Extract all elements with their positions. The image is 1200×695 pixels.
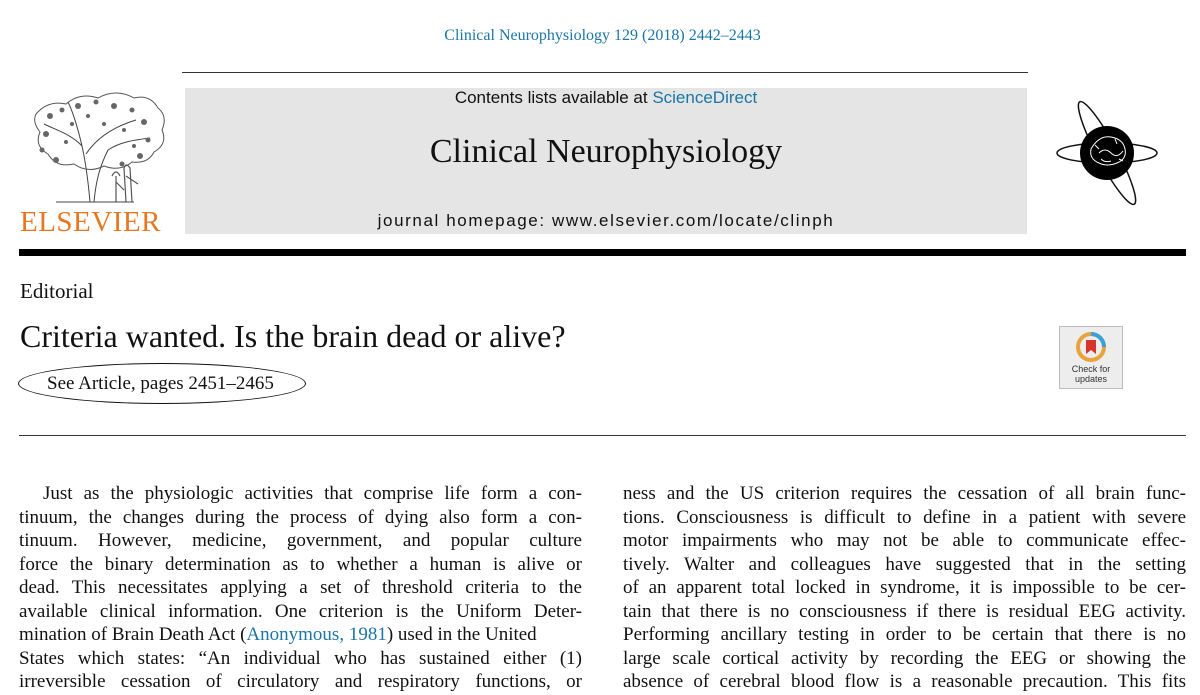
text-line: absence of cerebral blood flow is a reasonable precaution. This fits [623, 671, 1186, 692]
text-line: Just as the physiologic activities that comprise life form a con- [43, 483, 582, 504]
see-article-link[interactable] [18, 363, 306, 404]
text-line: ness and the US criterion requires the cessation of all brain func- [623, 483, 1186, 504]
text-line: States which states: “An individual who has sustained either (1) [19, 647, 582, 669]
reference-link[interactable]: Anonymous, 1981 [246, 624, 387, 645]
clinph-journal-logo [1055, 93, 1159, 213]
header-thick-rule [19, 249, 1186, 256]
check-for-updates-label [1060, 364, 1122, 384]
journal-header-box [185, 88, 1027, 234]
section-rule [19, 435, 1186, 436]
text-line-with-citation [19, 623, 582, 647]
journal-citation[interactable]: Clinical Neurophysiology 129 (2018) 2442–2443 [444, 27, 761, 44]
crossmark-icon [1076, 332, 1106, 362]
contents-prefix: Contents lists available at [454, 88, 653, 107]
check-for-updates-badge[interactable] [1059, 326, 1123, 389]
badge-label-line1: Check for [1071, 364, 1111, 374]
text-line: motor impairments who may not be able to communicate effec- [623, 530, 1186, 551]
article-title: Criteria wanted. Is the brain dead or alive? [20, 318, 566, 354]
text-line: dead. This necessitates applying a set of threshold criteria to the [19, 577, 582, 598]
body-column-left [19, 482, 582, 694]
publisher-name: ELSEVIER [20, 206, 161, 238]
header-top-rule [182, 72, 1028, 73]
text-line: tions. Consciousness is difficult to define in a patient with severe [623, 506, 1186, 528]
article-type: Editorial [20, 279, 94, 303]
text-line: tain that there is no consciousness if there is residual EEG activity. [623, 600, 1186, 622]
text-line: available clinical information. One criterion is the Uniform Deter- [19, 600, 582, 622]
text-line: large scale cortical activity by recording the EEG or showing the [623, 647, 1186, 669]
see-article-label: See Article, pages 2451–2465 [47, 373, 274, 394]
sciencedirect-link[interactable]: ScienceDirect [652, 88, 758, 107]
contents-line [185, 88, 1027, 108]
text-fragment: mination of Brain Death Act ( [19, 624, 247, 645]
text-line: tinuum, the changes during the process of dying also form a con- [19, 506, 582, 528]
text-line: Performing ancillary testing in order to be certain that there is no [623, 624, 1186, 645]
text-line: irreversible cessation of circulatory and respiratory functions, or [19, 671, 582, 692]
text-line: tively. Walter and colleagues have suggested that in the setting [623, 553, 1186, 575]
journal-homepage[interactable]: journal homepage: www.elsevier.com/locate/clinph [377, 211, 835, 230]
journal-name: Clinical Neurophysiology [429, 133, 783, 170]
text-line: force the binary determination as to whether a human is alive or [19, 553, 582, 575]
badge-label-line2: updates [1074, 374, 1108, 384]
text-fragment: ) used in the United [386, 624, 537, 645]
text-line: tinuum. However, medicine, government, and popular culture [19, 530, 582, 551]
body-column-right [623, 482, 1186, 694]
text-line: of an apparent total locked in syndrome, it is impossible to be cer- [623, 577, 1186, 598]
